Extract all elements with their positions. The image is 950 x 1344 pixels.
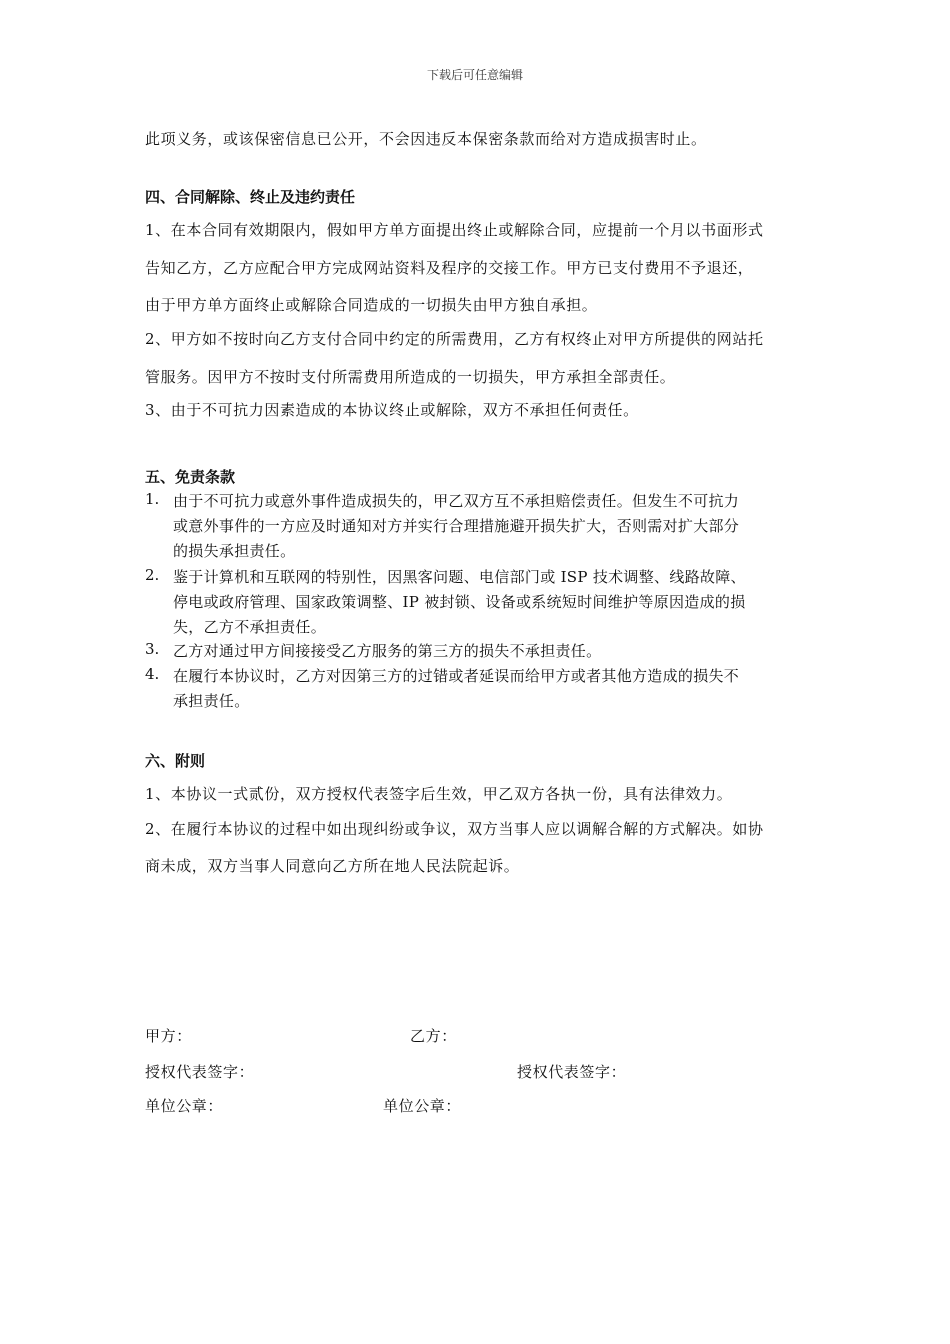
list-item-line: 的损失承担责任。 <box>173 542 296 560</box>
list-item-number: 2. <box>145 566 160 584</box>
list-item-line: 失，乙方不承担责任。 <box>173 618 327 636</box>
list-item-line: 乙方对通过甲方间接接受乙方服务的第三方的损失不承担责任。 <box>173 642 602 660</box>
list-item-line: 或意外事件的一方应及时通知对方并实行合理措施避开损失扩大，否则需对扩大部分 <box>173 517 740 535</box>
list-item-number: 4. <box>145 665 160 683</box>
section4-line: 3、由于不可抗力因素造成的本协议终止或解除，双方不承担任何责任。 <box>145 401 639 419</box>
section4-line: 1、在本合同有效期限内，假如甲方单方面提出终止或解除合同，应提前一个月以书面形式 <box>145 221 764 239</box>
party-b-sign-label: 授权代表签字： <box>517 1063 627 1081</box>
intro-line: 此项义务，或该保密信息已公开，不会因违反本保密条款而给对方造成损害时止。 <box>145 130 707 148</box>
list-item-number: 1. <box>145 490 160 508</box>
list-item-number: 3. <box>145 640 160 658</box>
section4-line: 由于甲方单方面终止或解除合同造成的一切损失由甲方独自承担。 <box>145 296 598 314</box>
section6-line: 商未成，双方当事人同意向乙方所在地人民法院起诉。 <box>145 857 520 875</box>
list-item-line: 由于不可抗力或意外事件造成损失的，甲乙双方互不承担赔偿责任。但发生不可抗力 <box>173 492 740 510</box>
section4-line: 管服务。因甲方不按时支付所需费用所造成的一切损失，甲方承担全部责任。 <box>145 368 676 386</box>
section6-title: 六、附则 <box>145 752 206 770</box>
list-item-line: 在履行本协议时，乙方对因第三方的过错或者延误而给甲方或者其他方造成的损失不 <box>173 667 740 685</box>
list-item-line: 鉴于计算机和互联网的特别性，因黑客问题、电信部门或 ISP 技术调整、线路故障、 <box>173 568 746 586</box>
list-item-line: 承担责任。 <box>173 692 250 710</box>
section4-line: 告知乙方，乙方应配合甲方完成网站资料及程序的交接工作。甲方已支付费用不予退还， <box>145 259 754 277</box>
party-b-seal-label: 单位公章： <box>383 1097 462 1115</box>
section4-title: 四、合同解除、终止及违约责任 <box>145 188 356 206</box>
party-a-label: 甲方： <box>145 1027 192 1045</box>
list-item-line: 停电或政府管理、国家政策调整、IP 被封锁、设备或系统短时间维护等原因造成的损 <box>173 593 746 611</box>
party-a-sign-label: 授权代表签字： <box>145 1063 255 1081</box>
party-a-seal-label: 单位公章： <box>145 1097 224 1115</box>
section6-line: 2、在履行本协议的过程中如出现纠纷或争议，双方当事人应以调解合解的方式解决。如协 <box>145 820 764 838</box>
page-header: 下载后可任意编辑 <box>426 68 523 82</box>
section5-title: 五、免责条款 <box>145 468 236 486</box>
section4-line: 2、甲方如不按时向乙方支付合同中约定的所需费用，乙方有权终止对甲方所提供的网站托 <box>145 330 764 348</box>
section6-line: 1、本协议一式贰份，双方授权代表签字后生效，甲乙双方各执一份，具有法律效力。 <box>145 785 733 803</box>
party-b-label: 乙方： <box>410 1027 457 1045</box>
